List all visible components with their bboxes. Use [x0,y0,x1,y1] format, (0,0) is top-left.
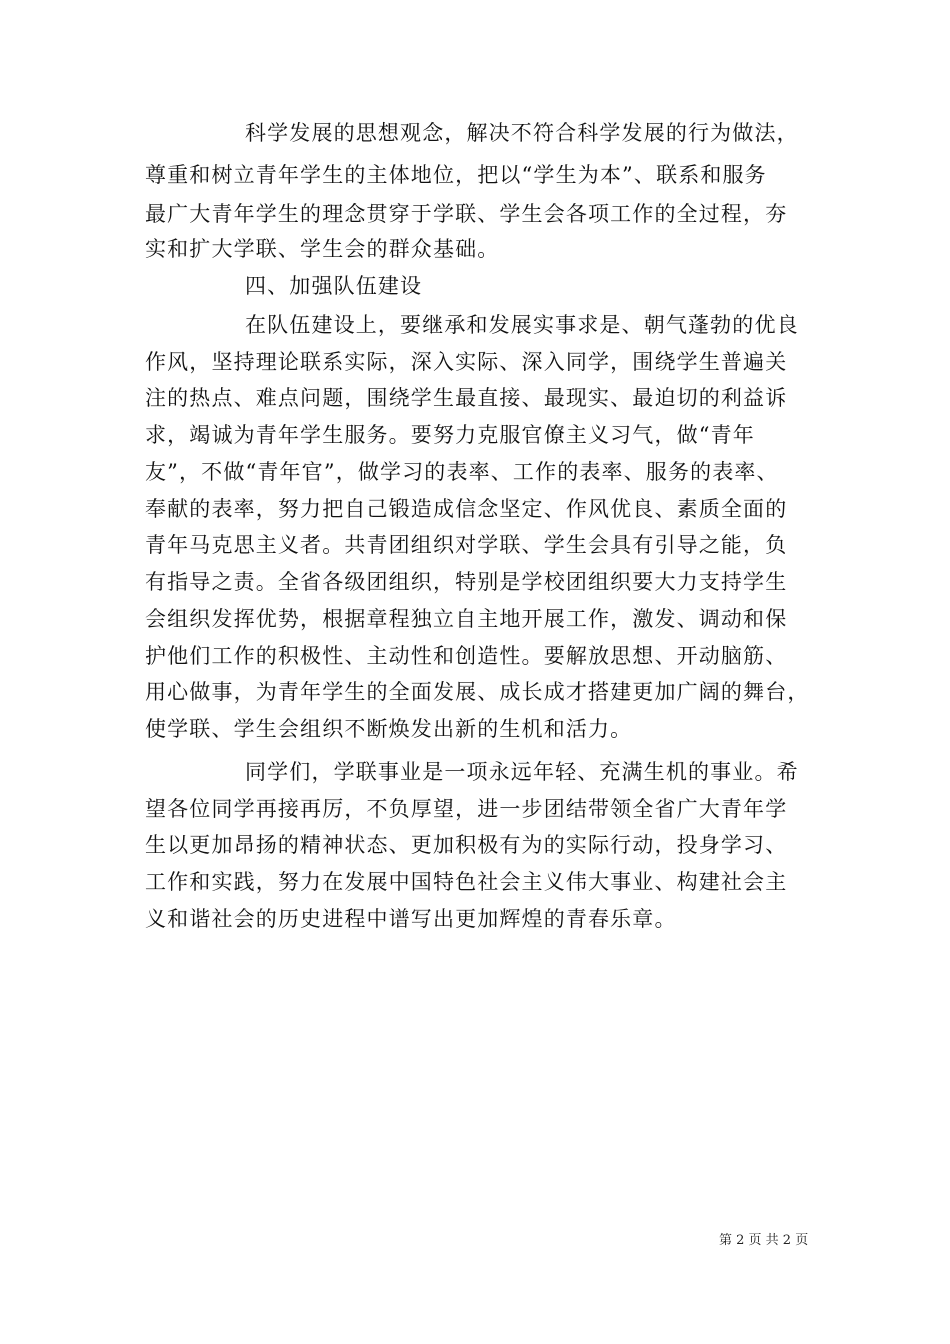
paragraph-line: 实和扩大学联、学生会的群众基础。 [145,237,500,261]
paragraph-line: 奉献的表率，努力把自己锻造成信念坚定、作风优良、素质全面的 [145,497,788,521]
paragraph-line: 会组织发挥优势，根据章程独立自主地开展工作，激发、调动和保 [145,607,788,631]
page-number: 第 2 页 共 2 页 [719,1233,809,1248]
paragraph-line: 工作和实践，努力在发展中国特色社会主义伟大事业、构建社会主 [145,870,788,894]
paragraph-line: 青年马克思主义者。共青团组织对学联、学生会具有引导之能，负 [145,533,788,557]
paragraph-line: 最广大青年学生的理念贯穿于学联、学生会各项工作的全过程，夯 [145,202,788,226]
paragraph-line: 生以更加昂扬的精神状态、更加积极有为的实际行动，投身学习、 [145,833,788,857]
paragraph-line: 科学发展的思想观念，解决不符合科学发展的行为做法， [245,121,799,145]
paragraph-line: 同学们，学联事业是一项永远年轻、充满生机的事业。希 [245,760,799,784]
paragraph-line: 望各位同学再接再厉，不负厚望，进一步团结带领全省广大青年学 [145,797,788,821]
paragraph-line: 友”，不做“青年官”，做学习的表率、工作的表率、服务的表率、 [145,460,779,484]
paragraph-line: 有指导之责。全省各级团组织，特别是学校团组织要大力支持学生 [145,570,788,594]
section-heading: 四、加强队伍建设 [245,274,423,298]
paragraph-line: 用心做事，为青年学生的全面发展、成长成才搭建更加广阔的舞台， [145,680,810,704]
paragraph-line: 使学联、学生会组织不断焕发出新的生机和活力。 [145,717,633,741]
paragraph-line: 义和谐社会的历史进程中谱写出更加辉煌的青春乐章。 [145,907,677,931]
paragraph-line: 作风，坚持理论联系实际，深入实际、深入同学，围绕学生普遍关 [145,350,788,374]
paragraph-line: 注的热点、难点问题，围绕学生最直接、最现实、最迫切的利益诉 [145,386,788,410]
paragraph-line: 求，竭诚为青年学生服务。要努力克服官僚主义习气，做“青年 [145,423,755,447]
paragraph-line: 尊重和树立青年学生的主体地位，把以“学生为本”、联系和服务 [145,163,767,187]
paragraph-line: 在队伍建设上，要继承和发展实事求是、朝气蓬勃的优良 [245,313,799,337]
paragraph-line: 护他们工作的积极性、主动性和创造性。要解放思想、开动脑筋、 [145,644,788,668]
